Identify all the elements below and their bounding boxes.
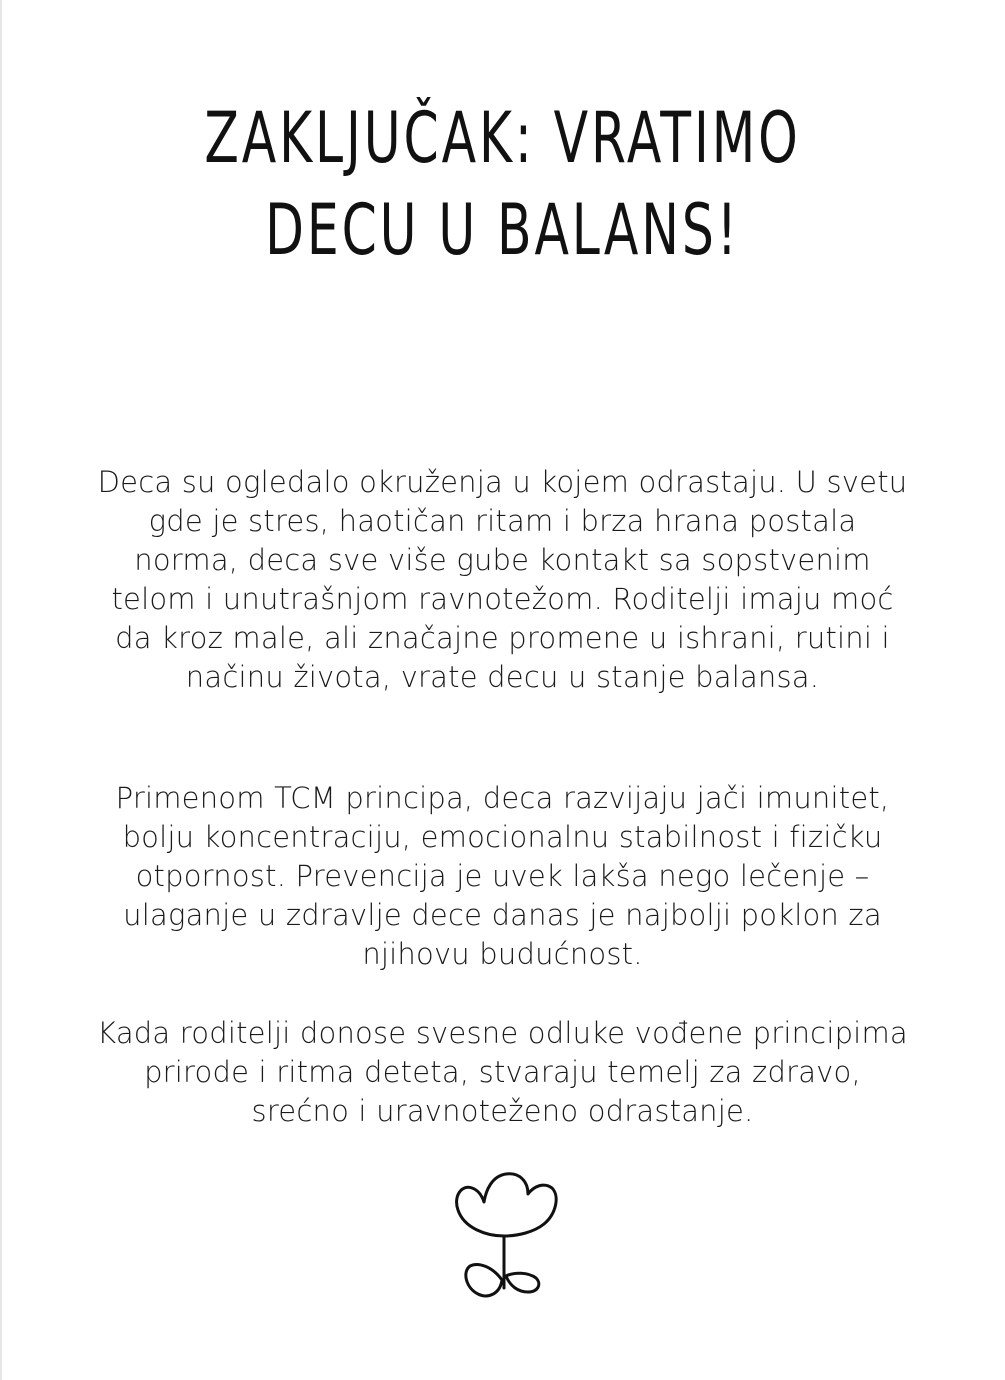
paragraph-intro: Deca su ogledalo okruženja u kojem odrastaju. U svetu gde je stres, haotičan ritam i brza hrana postala norma, deca sve više gube kontakt sa sopstvenim telom i unutrašnjom ravnotežom. Roditelji imaju moć da kroz male, ali značajne promene u ishrani, rutini i načinu života, vrate decu u stanje balansa. (97, 465, 908, 694)
flower-icon (448, 1168, 562, 1304)
page-edge-divider (0, 0, 2, 1380)
page-title: ZAKLJUČAK: VRATIMO DECU U BALANS! (204, 97, 801, 271)
paragraph-conclusion: Kada roditelji donose svesne odluke vođene principima prirode i ritma deteta, stvaraju temelj za zdravo, srećno i uravnoteženo odrastanje. (97, 1016, 908, 1128)
paragraph-tcm-principles: Primenom TCM principa, deca razvijaju jači imunitet, bolju koncentraciju, emocionalnu stabilnost i fizičku otpornost. Prevencija je uvek lakša nego lečenje – ulaganje u zdravlje dece danas je najbolji poklon za njihovu budućnost. (115, 781, 890, 971)
